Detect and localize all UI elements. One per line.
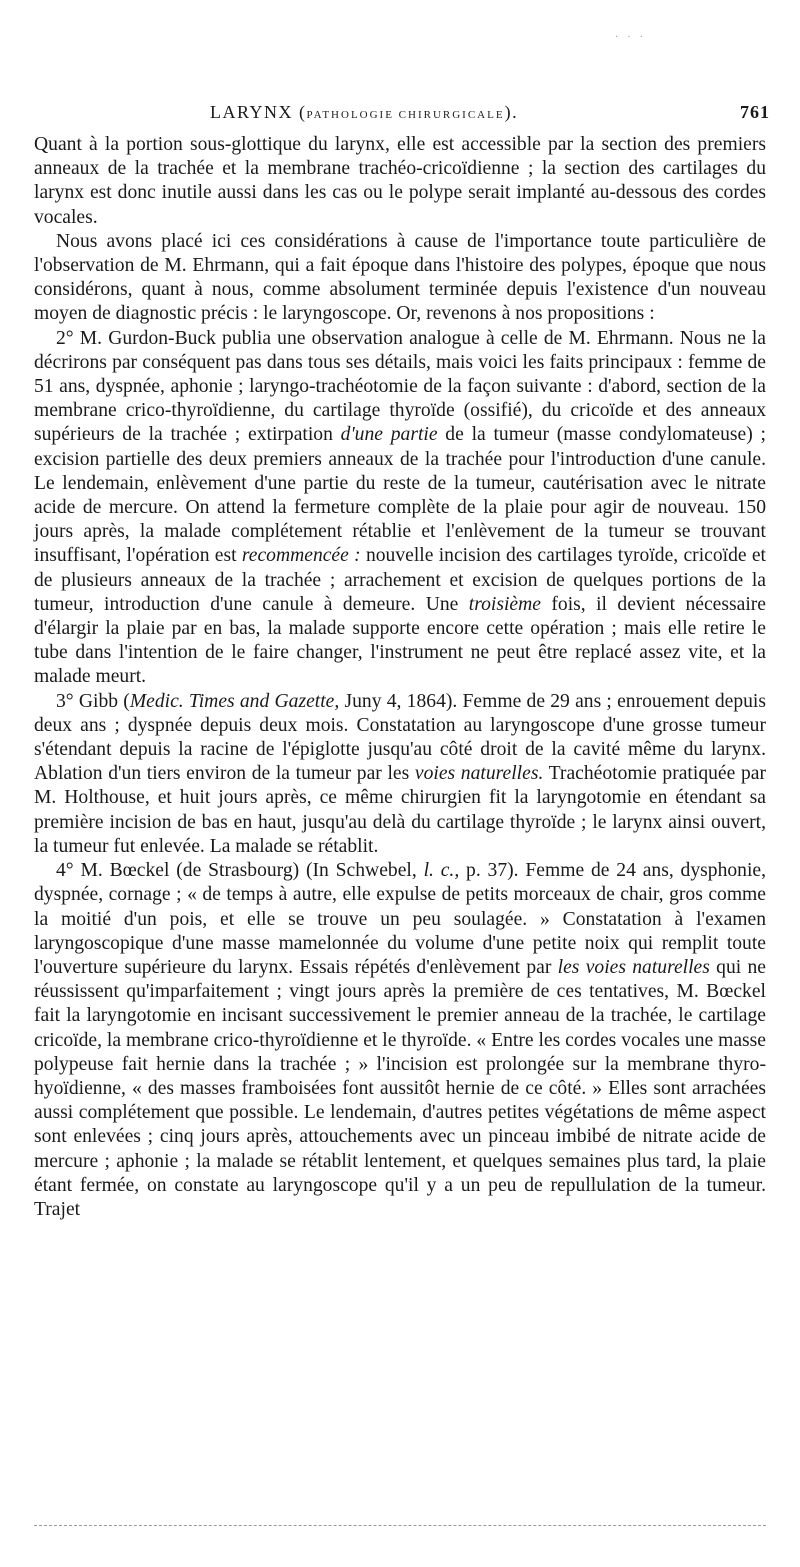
paragraph-sous-glottique: Quant à la portion sous-glottique du larynx, elle est accessible par la section des premiers anneaux de la trachée et la membrane trachéo-cricoïdienne ; la section des cartilages du larynx est donc inutile aussi dans les cas ou le polype serait implanté au-dessous des cordes vocales. (34, 134, 766, 228)
paragraph-gurdon-buck (34, 327, 766, 690)
boeckel-text-1: 4° M. Bœckel (de Strasbourg) (In Schwebel, (56, 860, 424, 882)
scan-specks: · · · (615, 32, 646, 43)
bottom-bleed-line (34, 1525, 766, 1526)
gibb-text-1: 3° Gibb ( (56, 690, 130, 712)
paragraph-considerations: Nous avons placé ici ces considérations à cause de l'importance toute particulière de l'observation de M. Ehrmann, qui a fait époque dans l'histoire des polypes, époque que nous considérons, quant à nous, comme absolument terminée depuis l'existence d'un nouveau moyen de diagnostic précis : le laryngoscope. Or, revenons à nos propositions : (34, 230, 766, 325)
gurdon-buck-text-1: 2° M. Gurdon-Buck publia une observation analogue à celle de M. Ehrmann. Nous ne la décrirons par conséquent pas dans tous ses détails, mais voici les faits principaux : femme de 51 ans, dyspnée, aphonie ; laryngo-trachéotomie de la façon suivante : d'abord, section de la membrane crico-thyroïdienne, du cartilage thyroïde (ossifié), du cricoïde et des anneaux supérieurs de la trachée ; extirpation (34, 327, 766, 446)
boeckel-text-3: qui ne réussissent qu'imparfaitement ; vingt jours après la première de ces tentatives, M. Bœckel fait la laryngotomie en incisant successivement le premier anneau de la trachée, le cartilage cricoïde, la membrane crico-thyroïdienne et le thyroïde. « Entre les cordes vocales une masse polypeuse fait hernie dans la trachée ; » l'incision est prolongée sur la membrane thyro-hyoïdienne, « des masses framboisées font aussitôt hernie de ce côté. » Elles sont arrachées aussi complétement que possible. Le lendemain, d'autres petites végétations de même aspect sont enlevées ; cinq jours après, attouchements avec un pinceau imbibé de nitrate acide de mercure ; aphonie ; la malade se rétablit lentement, et quelques semaines plus tard, la plaie étant fermée, on constate au laryngoscope qu'il y a un peu de repullulation de la tumeur. Trajet (34, 956, 767, 1220)
boeckel-italic-lc: l. c., (423, 860, 460, 882)
paragraph-boeckel (34, 859, 766, 1222)
running-head-title (210, 102, 518, 123)
gibb-italic-journal: Medic. Times and Gazette, (129, 690, 340, 712)
page-number: 761 (740, 102, 770, 122)
gurdon-buck-italic-2: recommencée : (241, 545, 361, 567)
gurdon-buck-italic-1: d'une partie (340, 424, 438, 446)
gurdon-buck-italic-3: troisième (468, 593, 541, 615)
gibb-text-3: Trachéotomie pratiquée par M. Holthouse, et huit jours après, ce même chirurgien fit la laryngotomie en étendant sa première incision de bas en haut, jusqu'au delà du cartilage thyroïde ; le larynx ainsi ouvert, la tumeur fut enlevée. La malade se rétablit. (34, 763, 766, 857)
gurdon-buck-text-2: de la tumeur (masse condylomateuse) ; excision partielle des deux premiers anneaux de la trachée pour l'introduction d'une canule. Le lendemain, enlèvement d'une partie du reste de la tumeur, cautérisation avec le nitrate acide de mercure. On attend la fermeture complète de la plaie pour agir de nouveau. 150 jours après, la malade complétement rétablie et l'enlèvement de la tumeur se trouvant insuffisant, l'opération est (34, 424, 766, 567)
gibb-text-2: Juny 4, 1864). Femme de 29 ans ; enrouement depuis deux ans ; dyspnée depuis deux mois. Constatation au laryngoscope d'une grosse tumeur s'étendant depuis la racine de l'épiglotte jusqu'au côté droit de la cavité même du larynx. Ablation d'un tiers environ de la tumeur par les (34, 690, 766, 785)
gurdon-buck-text-4: fois, il devient nécessaire d'élargir la plaie par en bas, la malade supporte encore cette opération ; mais elle retire le tube dans l'intention de le faire changer, l'instrument ne peut être replacé assez vite, et la malade meurt. (34, 593, 766, 688)
body-text (34, 133, 766, 1222)
gurdon-buck-text-3: nouvelle incision des cartilages tyroïde, cricoïde et de plusieurs anneaux de la trachée ; arrachement et excision de quelques portions de la tumeur, introduction d'une canule à demeure. Une (34, 545, 766, 615)
gibb-italic-voies: voies naturelles. (414, 763, 544, 785)
boeckel-text-2: p. 37). Femme de 24 ans, dysphonie, dyspnée, cornage ; « de temps à autre, elle expulse de petits morceaux de chair, gros comme la moitié d'un pois, et elle se trouve un peu soulagée. » Constatation à l'examen laryngoscopique d'une masse mamelonnée du volume d'une petite noix qui remplit toute l'ouverture supérieure du larynx. Essais répétés d'enlèvement par (34, 860, 766, 978)
running-head-title-subject: PATHOLOGIE CHIRURGICALE (306, 109, 505, 121)
paragraph-gibb (34, 690, 766, 859)
running-head-title-main: LARYNX ( (210, 102, 307, 122)
running-head-title-end: ). (504, 102, 519, 122)
boeckel-italic-voies: les voies naturelles (557, 956, 710, 978)
